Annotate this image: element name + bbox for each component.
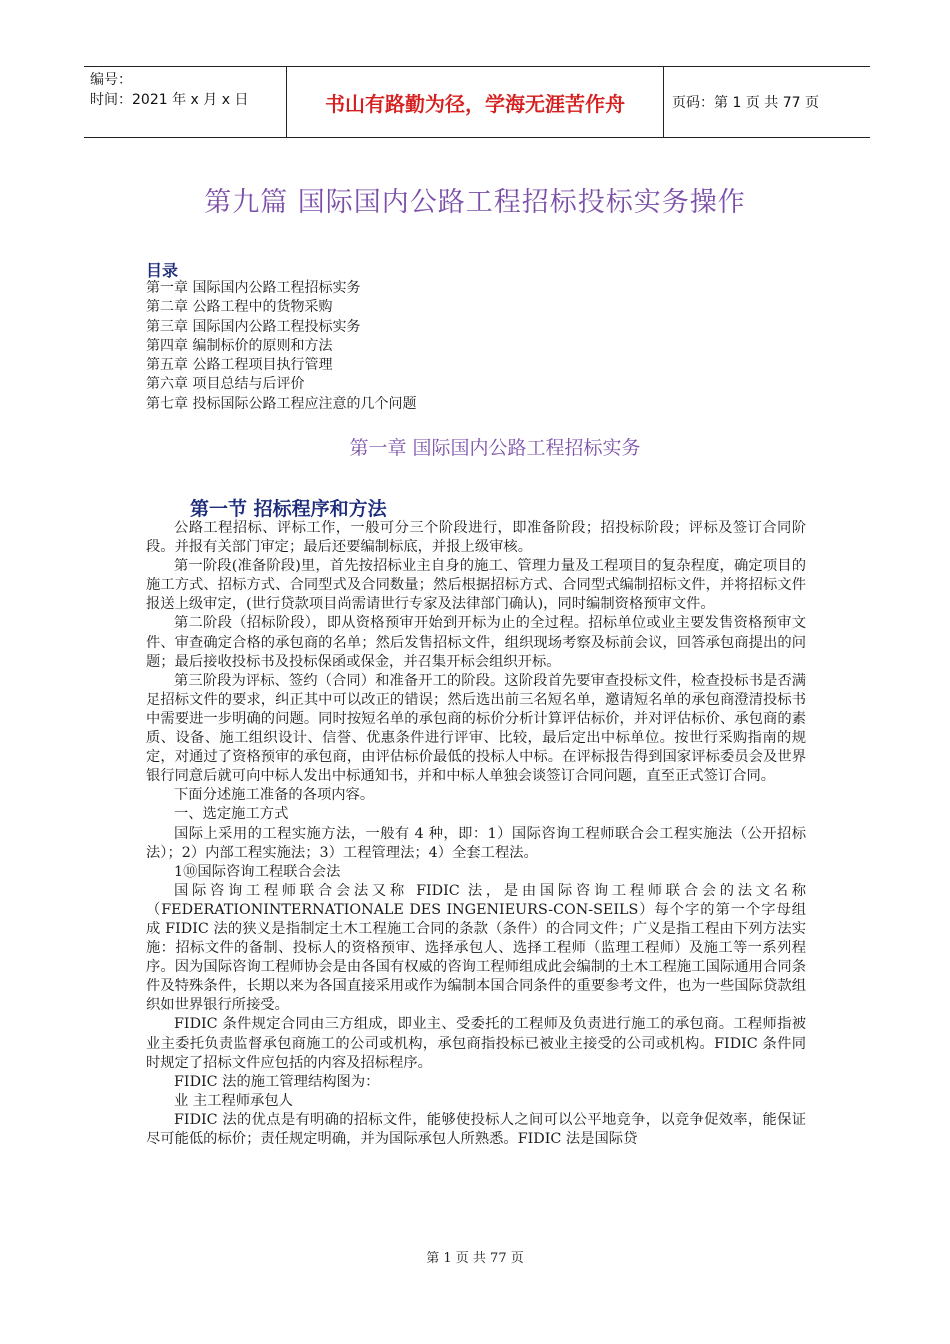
- body-text: [146, 519, 806, 1149]
- paragraph: FIDIC 法的施工管理结构图为：: [174, 1073, 380, 1090]
- page-footer: 第 1 页 共 77 页: [426, 1251, 524, 1266]
- paragraph: 第三阶段为评标、签约（合同）和准备开工的阶段。这阶段首先要审查投标文件，检查投标书是否满足招标文件的要求，纠正其中可以改正的错误；然后选出前三名短名单，邀请短名单的承包商澄清投标书中需要进一步明确的问题。同时按短名单的承包商的标价分析计算评估标价，并对评估标价、承包商的素质、设备、施工组织设计、信誉、优惠条件进行评审、比较，最后定出中标单位。按世行采购指南的规定，对通过了资格预审的承包商，由评估标价最低的投标人中标。在评标报告得到国家评标委员会及世界银行同意后就可向中标人发出中标通知书，并和中标人单独会谈签订合同问题，直至正式签订合同。: [146, 672, 806, 785]
- paragraph: 第二阶段（招标阶段），即从资格预审开始到开标为止的全过程。招标单位或业主要发售资格预审文件、审查确定合格的承包商的名单；然后发售招标文件，组织现场考察及标前会议，回答承包商提出的问题；最后接收投标书及投标保函或保金，并召集开标会组织开标。: [146, 615, 806, 670]
- paragraph: 国际咨询工程师联合会法又称 FIDIC 法，是由国际咨询工程师联合会的法文名称（FEDERATIONINTERNATIONALE DES INGENIEURS-CON-SEILS）每个字的第一个字母组成 FIDIC 法的狭义是指制定土木工程施工合同的条款（条件）的合同文件；广义是指工程由下列方法实施：招标文件的备制、投标人的资格预审、选择承包人、选择工程师（监理工程师）及施工等一系列程序。因为国际咨询工程师协会是由各国有权威的咨询工程师组成此会编制的土木工程施工国际通用合同条件及特殊条件，长期以来为各国直接采用或作为编制本国合同条件的重要参考文件，也为一些国际贷款组织如世界银行所接受。: [146, 882, 806, 1014]
- header-meta: [84, 67, 286, 137]
- toc-item: 第一章 国际国内公路工程招标实务: [146, 280, 361, 296]
- toc-item: 第二章 公路工程中的货物采购: [146, 299, 333, 316]
- header-time-label: 时间：2021 年 x 月 x 日: [90, 92, 249, 108]
- toc-item: 第五章 公路工程项目执行管理: [146, 357, 333, 374]
- document-title: 第九篇 国际国内公路工程招标投标实务操作: [204, 187, 746, 218]
- paragraph: 业 主工程师承包人: [174, 1092, 293, 1109]
- toc-item: 第六章 项目总结与后评价: [146, 376, 305, 393]
- toc-item: 第四章 编制标价的原则和方法: [146, 337, 333, 354]
- section-title: 第一节 招标程序和方法: [190, 498, 387, 520]
- toc-heading: 目录: [146, 261, 179, 280]
- page-header: [84, 66, 870, 138]
- paragraph: FIDIC 条件规定合同由三方组成，即业主、受委托的工程师及负责进行施工的承包商。工程师指被业主委托负责监督承包商施工的公司或机构，承包商指投标已被业主接受的公司或机构。FIDIC 条件同时规定了招标文件应包括的内容及招标程序。: [146, 1016, 806, 1071]
- paragraph: 第一阶段(准备阶段)里，首先按招标业主自身的施工、管理力量及工程项目的复杂程度，确定项目的施工方式、招标方式、合同型式及合同数量；然后根据招标方式、合同型式编制招标文件，并将招标文件报送上级审定，(世行贷款项目尚需请世行专家及法律部门确认)，同时编制资格预审文件。: [146, 558, 806, 613]
- paragraph: 下面分述施工准备的各项内容。: [174, 787, 375, 804]
- toc-item: 第三章 国际国内公路工程投标实务: [146, 318, 361, 335]
- header-page-info: 页码：第 1 页 共 77 页: [672, 95, 819, 111]
- paragraph: 1⑩国际咨询工程联合会法: [174, 863, 341, 880]
- header-motto: 书山有路勤为径，学海无涯苦作舟: [286, 67, 664, 137]
- paragraph: 一、选定施工方式: [174, 806, 289, 823]
- header-number-label: 编号：: [90, 72, 132, 88]
- chapter-title: 第一章 国际国内公路工程招标实务: [349, 437, 641, 459]
- paragraph: FIDIC 法的优点是有明确的招标文件，能够使投标人之间可以公平地竞争，以竞争促效率，能保证尽可能低的标价；责任规定明确，并为国际承包人所熟悉。FIDIC 法是国际贷: [146, 1111, 806, 1147]
- toc-item: 第七章 投标国际公路工程应注意的几个问题: [146, 395, 417, 412]
- paragraph: 国际上采用的工程实施方法，一般有 4 种，即：1）国际咨询工程师联合会工程实施法（公开招标法）；2）内部工程实施法；3）工程管理法；4）全套工程法。: [146, 825, 806, 861]
- paragraph: 公路工程招标、评标工作，一般可分三个阶段进行，即准备阶段；招投标阶段；评标及签订合同阶段。并报有关部门审定；最后还要编制标底，并报上级审核。: [146, 520, 806, 556]
- table-of-contents: [146, 279, 416, 414]
